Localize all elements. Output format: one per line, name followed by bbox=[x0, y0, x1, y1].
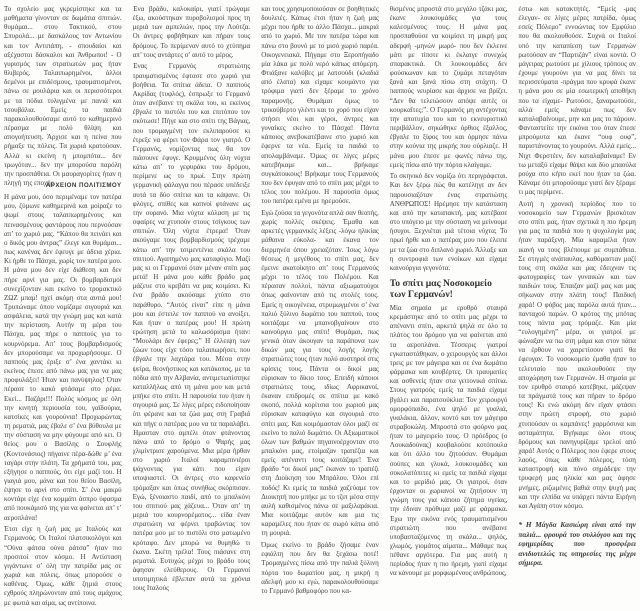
paragraph: Όμως εκείνο το βράδυ ζήσαμε έναν εφιάλτη που δεν θα ξεχάσω ποτέ! Τρομαγμένες πίσω από την παλιά ξύλινη πόρτα του δωματίου μας, η μικρή η αδελφή μου κι εγώ, παρακολουθούσαμε το Γερμανό βαθμοφόρο που κα- bbox=[261, 541, 379, 595]
paragraph: Μία σημαία με ερυθρό σταυρό κρεμάστηκε από το σπίτι μας μέχρι το απέναντι σπίτι, αρκετά ψηλά σε όλο το πλάτος του δρόμου για να φαίνεται από τα αεροπλάνα. Τέσσερις γιατροί εγκαταστάθηκαν, ο χειρουργός και άλλοι τρεις με τον μάγειρα και σε ένα δωμάτιο φάρμακα και κουβέρτες. Οι τραυματίες και ασθενείς ήταν στα γειτονικά σπίτια. Στους γιατρούς εμείς τα παιδιά είχαμε βγάλει και παρατσούκλια: Τον χειρουργό ομορφόπαιδο, ένα ψηλό με γυαλιά, γυαλάκια, άλλον, κοντό και τον μάγειρα στραβοκώλη. Μπροστά στο φούρνο μας ήταν το μαγειρείο τους. Ο πρόεδρος (ο Λουκαδούνας) κουβαλούσε κοτόπουλα και ότι άλλο του ζητούσαν. Θυμάμαι σούπες και γλυκά, λουκουμάδες και σοκολατόπιτες κι εμείς τα παιδιά είχαμε και το μερίδιό μας. Οι γιατροί, όταν έρχονταν οι χωριανοί να ζητήσουν τη γνώμη τους για κάποιο ζήτημα υγείας, την έδιναν πρόθυμα μαζί με φάρμακα. Έχω την εικόνα ενός τραυματισμένου στρατιώτη που ανέβαινε υποβασταζόμενος τη σκάλα... ψηλός, χλωμός, γιομάτος αίματα... Μάθαμε πως πέθανε αργότερα. Για μας αυτή η περίοδος ήταν η πιο ήρεμη, γιατί είχαμε να κάνουμε με μορφωμένους ανθρώπους, bbox=[389, 303, 508, 578]
archeion-politismou-watermark: ΑΡΧΕΙΟΝ ΠΟΛΙΤΙΣΜΟΥ bbox=[45, 182, 122, 190]
author-footnote: * Η Μάγδα Κασιώρη είναι από την παλιά... φρουρά του συλλόγου και της εφημερίδας που προσφέρει ανιδιοτελώς τις υπηρεσίες της μέχρι σήμερα. bbox=[518, 520, 636, 568]
section-heading: Το σπίτι μας Νοσοκομείο των Γερμανών! bbox=[389, 278, 492, 301]
paragraph: Το σχολείο μας γκρεμίστηκε και τα μαθήματα γίνονταν σε δωμάτια σπιτιών. θυμάμαι... στου Τακτικού, στου Σπυρολά... με δασκάλους τον Αντωνίου και τον Αντιπάπη, - σπουδαίοι και αξέχαστοι δάσκαλοι και Άνθρωποι! - Ο γυρισμός των στρατιωτών μας ήταν θλιβερός. Ταλαιπωρημένοι, άλλοι δεμένοι με επιδέσμους, τραυματισμένοι, πάνω σε μουλάρια και οι περισσότεροι με τα πόδια τυλιγμένα με πανιά και τσουβάλια. Εμείς τα παιδιά παρακολουθούσαμε αυτό το καθημερινό πέρασμα με πολύ θλίψη και απογοήτευση. Άρχισε και η πείνα που ρήμαξε τις πόλεις. Τα χωριά κρατούσαν. Αλλά κι εκείνη η μπομπότα... δεν τρωγόταν... δεν την μπορούσα παρόλη την προσπάθεια. Οι μαυραγορίτες ήταν η πληγή της εποχής. bbox=[4, 5, 122, 187]
paragraph: Ένας Γερμανός στρατιώτης τραυματισμένος έφτασε στο χωριό για βοήθεια. Τα σπίτια άδεια. Ο παππούς Ακρίδας (τυφλός), έσπρωξε το Γερμανό όταν ανέβαινε τη σκάλα του, κι εκείνος έβγαλε το πιστόλι του και επιτόπου τον σκότωσε! Πήγε και στο σπίτι της Βάγιας, που τρομαγμένη τον εκλιπαρούσε κι έτρεξε να φέρει τον Φάρα τον γιατρό. Ο Γερμανός, νομίζοντας πως θα τον πιάσουνε έφυγε. Κρυμμένος όλη νύχτα κάτω απ’ το γεφυράκι του δρόμου, περίμενε ως το πρωί. Στην πρώτη γερμανική φάλαγγα που πέρασε υπέδειξε αυτά τα δύο σπίτια και τα κάψανε. Οι φλόγες, σπίθες και καπνοί φτάνανε ως την ουρανό. Μια νύχτα κόλαση με τις σφαίρες να χτυπούν στους τσίγκους των σπιτιών. Όλη νύχτα έτρεμα! Όταν ακούγαμε τους βομβαρδισμούς τρέχαμε κάτω απ’ την τσιμεντένια σκάλα του σπιτιού. Αγαπημένο μας καταφύγιο. Μαζί μας κι οι Γερμανοί όταν μέναν σπίτι μας μετά! Η μάνα μου κάθε βράδυ μας μάζευε στο κρεβάτι να μας κοιμίσει. Κι ένα βράδυ ακούσαμε χτύπο στο παράθυρο. “Αυτός είναι” είπε η μάνα μου και έστειλε τον παππού να ανοίξει. Και ήταν ο πατέρας μου! Η πρώτη ερώτηση μετά το καλωσόρισμα ήταν: “Μουλάρι δεν έφερες;” Η έλλειψη των ζώων τους είχε τόσο ταλαιπωρήσει, που έβγαλε την λαχτάρα του. Μέσα στην ψείρα, θεονήστικος και κατάκοπος, με τα πόδια από την Αλβανία, αντιμετωπίστηκε καταλλήλως από τη μάνα μου και μετά μπήκε στο σπίτι. Η παρουσία του ήταν η σιγουριά μας. Σε λίγες μέρες ειδοποίησαν ότι φέρανε και τα ζώα μας στη Γραβιά και πήγε ο πατέρας μου να τα παραλάβει. Ήμασταν στο αμπέλι όταν φτάνοντας πάνω από το δρόμο ο Ψαρής μας χλιμίντρισε χαρούμενα. Μια μέρα ήρθαν στο χωριό Ιταλοί καραμπινιέροι ψάχνοντας για κάτι που είχαν υποψιαστεί. Οι άντρες στο καφενείο τρόμαξαν και όπως συνήθως σκόρπισαν. Εγώ, ξένοιαστο παιδί, από το μπαλκόνι του σπιτιού μας χάζευα... Όταν απ’ τη μεριά του κουρνορέματος... είδα έναν στρατιώτη να φέρνει τραβώντας τον πατέρα μου με το πιστόλι στο ματωμένο κρόταφο. Δεν μπορώ να θυμηθώ τι έκανα. Σκέτη τρέλα! Τους πιάσανε στη ρεματιά. Ευτυχώς μέχρι το βράδυ τους άφησαν ελεύθερους. Οι Γερμανοί υποτιμητικά έβλεπαν αυτά τα χρόνια τους Ιταλούς bbox=[132, 62, 251, 593]
text-column-1 bbox=[4, 5, 122, 611]
paragraph: έστω και κατακτητές. “Εμείς -μας έλεγαν- σε λίγες μέρες πατρίδα, όμως εσείς Πόλεμο” εννοώντας τον Εμφύλιο που θα ακολουθούσε. Συχνά οι Ιταλοί υπό την καταπίεση των Γερμανών ρωτούσαν αν “Παρτιζάν” είναι κοντά. Ο μάγειρας ρωτούσε με χίλιους τρόπους αν έχουμε γουρούνι για να μας δίνει τα περισσεύματα -πράγμα που κρυφά έκανε η μάνα μου σε μία εσωτερική αποθήκη που τα είχαμε- Ρωτούσε, ξαναρωτούσε, αλλά εμείς κάναμε πως δεν καταλαβαίνουμε, μην και μας το πάρουν. Φανταστείτε την εικόνα του όταν έπεσε μπρούμυτα και έκανε “ουφ ουφ”, παριστάνοντας το γουρούνι. Αλλά εμείς... Νιχτ Φερστέεν, δεν καταλαβαίναμε! Εν τω μεταξύ είχαμε θάψει και δύο μπαούλα ρούχα στο κήπο εκεί που ήταν τα ζώα. Κάναμε ότι μπορούσαμε γιατί δεν ξέραμε τι μας περίμενε. bbox=[518, 5, 636, 197]
paragraph: Το σκηνικό δεν νομίζω ότι περιγράφεται. Και δεν ξέρω πώς θα κατέληγε αν δεν παρουσιαζόταν ένας στρατιώτης ΑΝΘΡΩΠΟΣ! Ηρέμησε την κατάσταση και από την καταπακτή, μας κατέβασε στο υπόγειο με την σύσταση να μείνουμε ήσυχοι. Ξεχνιέται μιά τέτοια νύχτα; Το πρωί ήρθε και ο πατέρας μου που έλειπε με τα ζώα στο διπλανό χωριό. Άλλαξε και η συντροφιά των ενοίκων και είχαμε καινούργια γεγονότα. bbox=[389, 172, 508, 272]
paragraph: Αυτή η χρονική περίοδος που το νοσοκομείο των Γερμανών βρισκόταν στο σπίτι μας, ήταν σχετικά η πιο ήρεμη για μας τα παιδιά που η ψυχολογία μας ήταν παράξενη. Μία καραμέλα ήταν ικανή να τους βλέπουμε με συμπάθεια. Σε στιγμές ανάπαυλας, καθόμασταν μαζί τους στη σκάλα και μας έδειχναν τις φωτογραφίες των γυναικών και των παιδιών τους. Έπαιζαν μαζί μας και μας σήκωναν στην πλάτη τους! Παιδική χαρά! Ο φόβος μας παρόλα αυτά ήταν... πανταχού παρών. Ο κρότος της μπότας τους πάντα μας τρόμαζε. Και μία “ευλογημένη” μέρα, οι γιατροί με φώναξαν να πω στη μάμα και στον πάπα να έρθουν να χαιρετίσουν γιατί θα έφευγαν. Το νοσοκομείο έμαθα ήταν το τελευταίο που ακολουθούσε την αποχώρηση των Γερμανών. Η σημαία με τον ερυθρό σταυρό κατέβηκε, μάζεψαν τα πράγματά τους και πήραν το δρόμο τους! Κι ενώ ακόμη δεν είχαν φτάσει στην πρώτη στροφή, στο χωριό χτυπούσαν οι καμπάνες! χαρμόσυνα και ασταμάτητα. Βγήκαμε όλοι στους δρόμους και πανηγυρίζαμε τρελοί από χαρά! Αυτός ο Πόλεμος που έφερε στους λαούς, όπως κάθε πόλεμος, τόση καταστροφή και πόνο σημάδεψε την τρυφερή μας ηλικία και μας άφησε μνήμες, ριζωμένες βαθιά στην ψυχή μας και την ελπίδα να υπάρχει πάντα Ειρήνη και Αγάπη στον κόσμο. bbox=[518, 199, 636, 510]
paragraph: Ένα βράδυ, καλοκαίρι, γιατί τρώγαμε έξω, ακούστηκαν πυροβολισμοί προς τη μεριά των αμπελιών, προς την Λούτζα. Οι άντρες φοβήθηκαν και πήραν τους δρόμους. Το περίμεναν αυτό το χτύπημα απ’ τους αντάρτες σ’ αυτό το μέρος. bbox=[132, 5, 251, 59]
paragraph: Η μάνα μου, όσο περιμέναμε τον πατέρα μου, ζύμωνε καθημερινά και μοίραζε το ψωμί στους ταλαιπωρημένους και πεινασμένους φαντάρους που περνούσαν απ’ το χωριό μας. “Κάπου θα πεινάει και ο δικός μου άντρας” έλεγε και θυμάμαι... πως κανένας δεν έφευγε με άδεια χέρια. Κι ήρθε το Πάσχα, χωρίς τον πατέρα μου. Η μάνα μου δεν είχε διάθεση και δεν πήρε αρνί για μας. Οι βομβαρδισμοί συνεχίζονταν και εκείνο το τρομακτικό ΖΩΖ μπαμ! ηχεί ακόμη στα αυτιά μου! Τρυπώναμε όπου νομίζαμε σιγουριά και ασφάλεια, κατά την γνώμη μας και κατά την περίσταση. Αυτήν τη μέρα του Πάσχα, μας πήρε ο παππούς για το κουρνόρεμα. Απ’ τους βομβαρδισμούς δεν μπορούσαμε να προχωρήσουμε. Ο παππούς μας έριξε σ’ ένα χαντάκι κι εκείνος έπεσε από πάνω μας για να μας προφυλάξει! Ήταν και πανύψηλος! Όταν πέρασε το κακό φτάσαμε στο ρέμα. Εκεί... Παζάρι!!! Πολύς κόσμος με όλη την κινητή περιουσία του, γαϊδούρια, κατσίκες και γουρούνια! Προχωρώντας τη ρεματιά, μας έβαλε σ’ ένα βύθουλα με την σύσταση να μην φύγουμε από κει. Ο θείος μου ο Βασίλης ο Σουφλής (Κοντονάσιος) πήγαινε πέρα-δώθε μ’ ένα ταγάρι στην πλάτη. Τα χρήματά του, μας εξήγησε ο παππούς, ότι είχε μαζί του. Η γιαγιά μου, μάνα και του θείου Βασίλη, έψησε το αρνί στο σπίτι. Σ’ ένα μακρύ κοντάρι είχε ένα κομμάτι άσπρο ύφασμα από πουκάμισό της για να φαίνεται απ’ τ’ αεροπλάνα! bbox=[4, 193, 122, 522]
text-column-2 bbox=[133, 5, 251, 611]
text-column-3 bbox=[261, 5, 379, 611]
text-column-4 bbox=[390, 5, 508, 611]
text-column-5 bbox=[518, 5, 636, 611]
paragraph: Εγώ ζούσα τα γεγονότα απλά σαν θεατής, χωρίς πολλές σκέψεις. Έμαθα και αρκετές γερμανικές λέξεις -λόγω ηλικίας μάθαινα εύκολα- και έκανα τον διερμηνέα όπου χρειαζόταν. Ίσως λόγω θέσεως ή μεγέθους το σπίτι μας, δεν έμεινε ακατοίκητο απ’ τους Γερμανούς μέχρι το τέλος του Πολέμου. Και πέρασαν πολλοί, πάντα αξιωματούχοι όπως φαίνονταν από τις στολές τους. Εμείς η οικογένεια, στρυμωγμένοι σ’ ένα παλιό ξύλινο δωμάτιο του παππού, τους κοιτάζαμε να μπαινοβγαίνουν στο καινούργιο μας σπίτι! Θυμάμαι, πως γενικά όταν άκουγαν τα παράπονα των δικών μας για τους λογής λογής στρατιώτες τους ήταν πολύ αυστηροί στις κρίσεις τους. Πάντα οι δικοί μας εύρισκαν το δίκιο τους. Επειδή κάποιοι στρατιώτες τους, ιδίως Αφρικανοί, έκαναν επιδρομές σε σπίτια με κακό σκοπό, πολλά κορίτσια του χωριού μας εύρισκαν καταφύγιο και σιγουριά στο σπίτι μας. Και κοιμόμασταν όλοι μαζί σε εκείνο το παλιό δωμάτιο. Οι Αξιωματικοί όλων των βαθμών πηγαινοέρχονταν στο μπαλκόνι μας, ετοίμαζαν τραπέζια και εμείς απέναντι τους κοιτάζαμε! Ένα βράδυ “οι δικοί μας” έκαναν το τραπέζι στη Διοίκηση του Μπράλου. Όλοι επί ποδός! Κι εμείς τα παιδιά χαζεύαμε τον Διοικητή που μπήκε με το τζιπ μέσα στην αυλή καθισμένος πάνω σε μαξιλαράκια. Μια κοιτάζαμε αυτόν και μια τις καραμέλες που ήταν σε σωρό κάτω από τη μουριά. bbox=[261, 208, 379, 538]
paragraph: θισμένος μπροστά στο μεγάλο τζάκι μας, έκανε λουκουμάδες για τους καλεσμένους τους. Η μάνα μας προσπαθούσε να κοιμίσει τη μικρή μας αδερφή -μηνών μωρό- που δεν έκλεινε μάτι με τίποτε κι έκλαιγε συνεχώς σπαρακτικά. Οι λουκουμάδες δεν φούσκωναν και το ζυμάρι πεταγόταν ξανά και ξανά πίσω στη στάχτη. Ο παππούς νευρίασε και άρχισε να βρίζει. “Δεν θα τελειώσουν απόψε αυτές οι κουρκαΐτες;”. Ο Γερμανός μη αντέχοντας την αποτυχία του και το εκνευριστικό περιβάλλον, σηκώθηκε όρθιος έξαλλος, έβγαλε το ξίφος του και όρμησε πάνω στην κούνια της μικρής που ούρλιαζε. Η μάνα μου έπεσε με φωνές πάνω της. εμείς πίσω από την πόρτα κλαίγαμε. bbox=[389, 5, 508, 169]
paragraph: Έτσι είχε η ζωή μας με Ιταλούς και Γερμανούς. Οι Ιταλοί πλατσικολόγοι και “Ούνα φάτσα ούνα ράτσα” ήταν πιο προσιτοί στον κόσμο. Η Αντίσταση γιγάντωνε σ’ όλη την πατρίδα μας σε χωριά και πόλεις, όπως μπορούσε ο καθένας. Όμως, κάθε ζημιά στους εχθρούς πληρώνονταν από τους αμάχους με φωτιά και αίμα, ως αντίποινα. bbox=[4, 525, 122, 607]
paragraph: και τους χρησιμοποιούσαν σε βοηθητικές δουλειές. Κάπως έτσι ήταν η ζωή μας μέχρι που ήρθε το άλλο Πάσχα... μακριά από το χωριό. Με τον πατέρα τώρα και πάνω στο βουνό με το μισό χωριό παρέα. Οικογενειακά. Πήγαμε στο Ξεροπήγαδο μία λάκα με πολύ νερό κάπως απόμερη. Φτιάξανε καλύβες με λατσούδι (κλαδιά από έλατα) και είχαμε κουμάντο για τρόφιμα γιατί δεν ξέραμε το χρόνο παραμονής. Θυμάμαι όμως το τρικούβερτο γλέντι και το χορό που είχαν στήσει νέοι και γέροι, άντρες και γυναίκες εκείνο το Πάσχα! Πάντα κάποιος ανεβοκατέβαινε στο χωριό και έφερνε τα νέα. Εμείς τα παιδιά το απολαμβάναμε. Όμως σε λίγες μέρες κατεβήκαμε και... βρήκαμε συγκάτοικους! Βρήκαμε τους Γερμανούς που δεν έφυγαν από το σπίτι μας μέχρι το τέλος του πολέμου. Η παρουσία όμως του πατέρα εμένα με ηρεμούσε. bbox=[261, 5, 379, 206]
